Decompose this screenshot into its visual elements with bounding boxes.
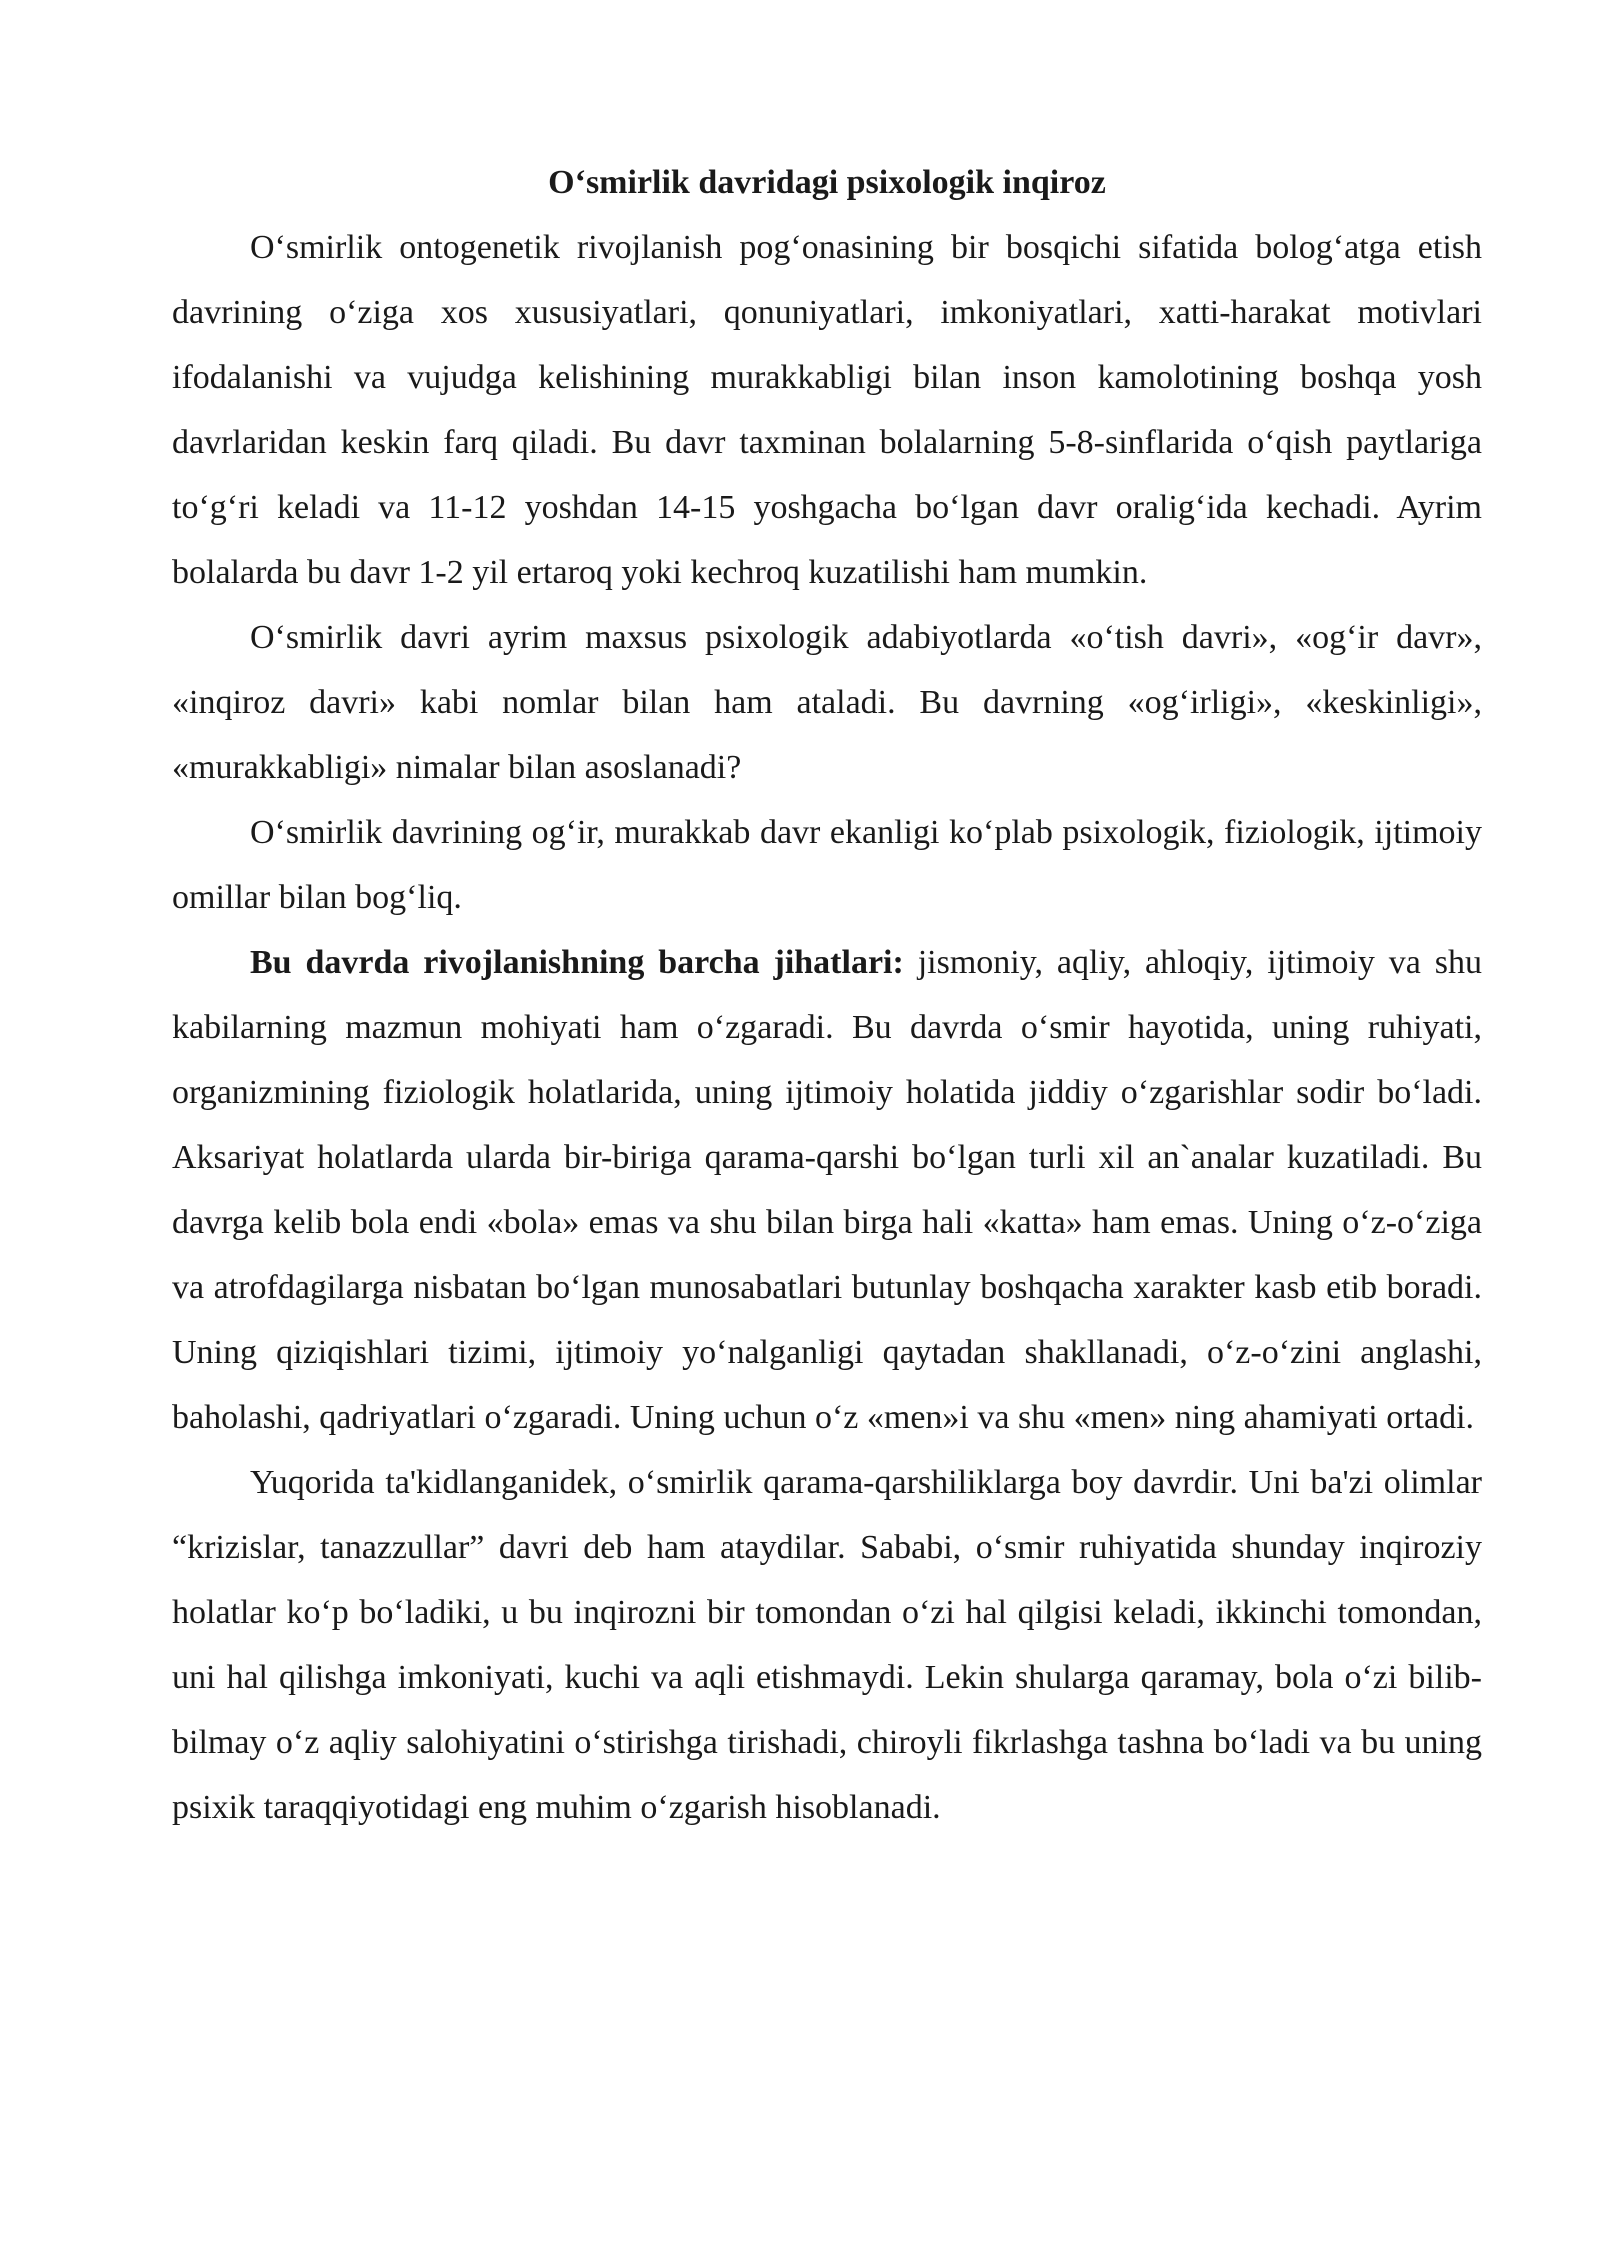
paragraph-4 [172,930,1482,1450]
paragraph-text: Yuqorida ta'kidlanganidek, o‘smirlik qarama-qarshiliklarga boy davrdir. Uni ba'zi olimlar “krizislar, tanazzullar” davri deb ham ataydilar. Sababi, o‘smir ruhiyatida shunday inqiroziy holatlar ko‘p bo‘ladiki, u bu inqirozni bir tomondan o‘zi hal qilgisi keladi, ikkinchi tomondan, uni hal qilishga imkoniyati, kuchi va aqli etishmaydi. Lekin shularga qaramay, bola o‘zi bilib-bilmay o‘z aqliy salohiyatini o‘stirishga tirishadi, chiroyli fikrlashga tashna bo‘ladi va bu uning psixik taraqqiyotidagi eng muhim o‘zgarish hisoblanadi. [172,1464,1482,1826]
paragraph-text: O‘smirlik davrining og‘ir, murakkab davr ekanligi ko‘plab psixologik, fiziologik, ijtimoiy omillar bilan bog‘liq. [172,814,1482,916]
paragraph-text: O‘smirlik davri ayrim maxsus psixologik adabiyotlarda «o‘tish davri», «og‘ir davr», «inqiroz davri» kabi nomlar bilan ham ataladi. Bu davrning «og‘irligi», «keskinligi», «murakkabligi» nimalar bilan asoslanadi? [172,619,1482,786]
document-title: O‘smirlik davridagi psixologik inqiroz [548,164,1106,201]
paragraph-bold-lead: Bu davrda rivojlanishning barcha jihatlari: [250,944,904,981]
paragraph-text: O‘smirlik ontogenetik rivojlanish pog‘onasining bir bosqichi sifatida bolog‘atga etish davrining o‘ziga xos xususiyatlari, qonuniyatlari, imkoniyatlari, xatti-harakat motivlari ifodalanishi va vujudga kelishining murakkabligi bilan inson kamolotining boshqa yosh davrlaridan keskin farq qiladi. Bu davr taxminan bolalarning 5-8-sinflarida o‘qish paytlariga to‘g‘ri keladi va 11-12 yoshdan 14-15 yoshgacha bo‘lgan davr oralig‘ida kechadi. Ayrim bolalarda bu davr 1-2 yil ertaroq yoki kechroq kuzatilishi ham mumkin. [172,229,1482,591]
document-page [172,150,1482,1840]
paragraph-3 [172,800,1482,930]
paragraph-1 [172,215,1482,605]
paragraph-5 [172,1450,1482,1840]
paragraph-text: jismoniy, aqliy, ahloqiy, ijtimoiy va shu kabilarning mazmun mohiyati ham o‘zgaradi. Bu davrda o‘smir hayotida, uning ruhiyati, organizmining fiziologik holatlarida, uning ijtimoiy holatida jiddiy o‘zgarishlar sodir bo‘ladi. Aksariyat holatlarda ularda bir-biriga qarama-qarshi bo‘lgan turli xil an`analar kuzatiladi. Bu davrga kelib bola endi «bola» emas va shu bilan birga hali «katta» ham emas. Uning o‘z-o‘ziga va atrofdagilarga nisbatan bo‘lgan munosabatlari butunlay boshqacha xarakter kasb etib boradi. Uning qiziqishlari tizimi, ijtimoiy yo‘nalganligi qaytadan shakllanadi, o‘z-o‘zini anglashi, baholashi, qadriyatlari o‘zgaradi. Uning uchun o‘z «men»i va shu «men» ning ahamiyati ortadi. [172,944,1482,1436]
paragraph-2 [172,605,1482,800]
